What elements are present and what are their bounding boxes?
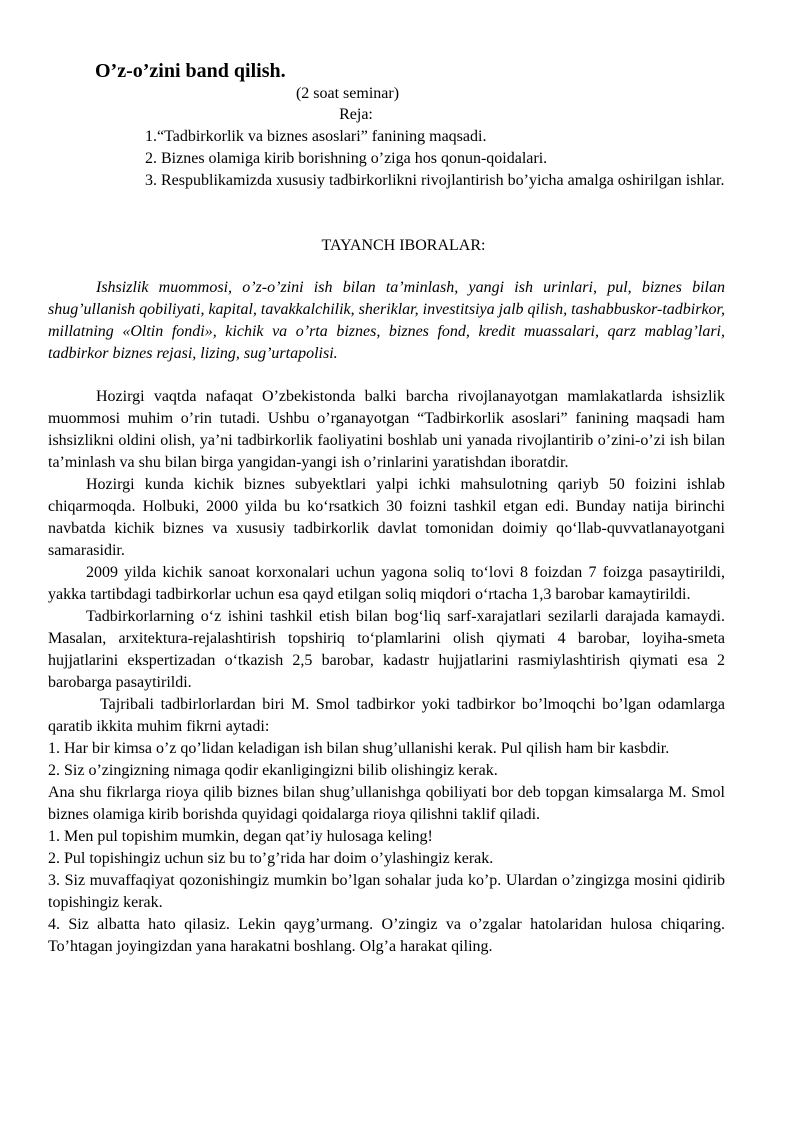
list-item: 1. Men pul topishim mumkin, degan qat’iy hulosaga keling! <box>48 828 433 845</box>
body-paragraph: Tajribali tadbirlorlardan biri M. Smol tadbirkor yoki tadbirkor bo’lmoqchi bo’lgan odamlarga qaratib ikkita muhim fikrni aytadi: <box>48 696 725 735</box>
list-item: 2. Siz o’zingizning nimaga qodir ekanligingizni bilib olishingiz kerak. <box>48 762 498 779</box>
document-body <box>48 386 725 958</box>
list-item: 4. Siz albatta hato qilasiz. Lekin qayg’urmang. O’zingiz va o’zgalar hatolaridan hulosa chiqaring. To’htagan joyingizdan yana harakatni boshlang. Olg’a harakat qiling. <box>48 916 725 955</box>
plan-item: 1.“Tadbirkorlik va biznes asoslari” fanining maqsadi. <box>145 128 487 145</box>
document-subtitle: (2 soat seminar) <box>295 85 400 102</box>
list-item: 1. Har bir kimsa o’z qo’lidan keladigan ish bilan shug’ullanishi kerak. Pul qilish ham bir kasbdir. <box>48 740 670 757</box>
list-item: 2. Pul topishingiz uchun siz bu to’g’rida har doim o’ylashingiz kerak. <box>48 850 494 867</box>
document-title: O’z-o’zini band qilish. <box>95 60 286 82</box>
plan-item: 3. Respublikamizda xususiy tadbirkorlikni rivojlantirish bo’yicha amalga oshirilgan ishlar. <box>145 172 725 189</box>
body-paragraph: Ana shu fikrlarga rioya qilib biznes bilan shug’ullanishga qobiliyati bor deb topgan kimsalarga M. Smol biznes olamiga kirib borishda quyidagi qoidalarga rioya qilishni taklif qiladi. <box>48 784 725 823</box>
plan-item: 2. Biznes olamiga kirib borishning o’ziga hos qonun-qoidalari. <box>145 150 548 167</box>
keywords-text: Ishsizlik muommosi, o’z-o’zini ish bilan ta’minlash, yangi ish urinlari, pul, biznes bilan shug’ullanish qobiliyati, kapital, tavakkalchilik, sheriklar, investitsiya jalb qilish, tashabbuskor-tadbirkor, millatning «Oltin fondi», kichik va o’rta biznes, biznes fond, kredit muassalari, qarz mablag’lari, tadbirkor biznes rejasi, lizing, sug’urtapolisi. <box>48 279 725 362</box>
plan-heading: Reja: <box>339 106 373 123</box>
list-item: 3. Siz muvaffaqiyat qozonishingiz mumkin bo’lgan sohalar juda ko’p. Ulardan o’zingizga mosini qidirib topishingiz kerak. <box>48 872 725 911</box>
body-paragraph: Tadbirkorlarning o‘z ishini tashkil etish bilan bog‘liq sarf-xarajatlari sezilarli darajada kamaydi. Masalan, arxitektura-rejalashtirish topshiriq to‘plamlarini olish qiymati 4 barobar, loyiha-smeta hujjatlarini ekspertizadan o‘tkazish 2,5 barobar, kadastr hujjatlarini rasmiylashtirish qiymati esa 2 barobarga pasaytirildi. <box>48 608 725 691</box>
keywords-heading: TAYANCH IBORALAR: <box>321 237 486 254</box>
plan-list <box>145 126 725 192</box>
body-paragraph: Hozirgi vaqtda nafaqat O’zbekistonda balki barcha rivojlanayotgan mamlakatlarda ishsizlik muommosi muhim o’rin tutadi. Ushbu o’rganayotgan “Tadbirkorlik asoslari” fanining maqsadi ham ishsizlikni oldini olish, ya’ni tadbirkorlik faoliyatini boshlab uni yanada rivojlantirib o’zini-o’zi ish bilan ta’minlash va shu bilan birga yangidan-yangi ish o’rinlarini yaratishdan iboratdir. <box>48 388 725 471</box>
body-paragraph: Hozirgi kunda kichik biznes subyektlari yalpi ichki mahsulotning qariyb 50 foizini ishlab chiqarmoqda. Holbuki, 2000 yilda bu ko‘rsatkich 30 foizni tashkil etgan edi. Bunday natija birinchi navbatda kichik biznes va xususiy tadbirkorlik davlat tomonidan doimiy qo‘llab-quvvatlanayotgani samarasidir. <box>48 476 725 559</box>
body-paragraph: 2009 yilda kichik sanoat korxonalari uchun yagona soliq to‘lovi 8 foizdan 7 foizga pasaytirildi, yakka tartibdagi tadbirkorlar uchun esa qayd etilgan soliq miqdori o‘rtacha 1,3 barobar kamaytirildi. <box>48 564 725 603</box>
